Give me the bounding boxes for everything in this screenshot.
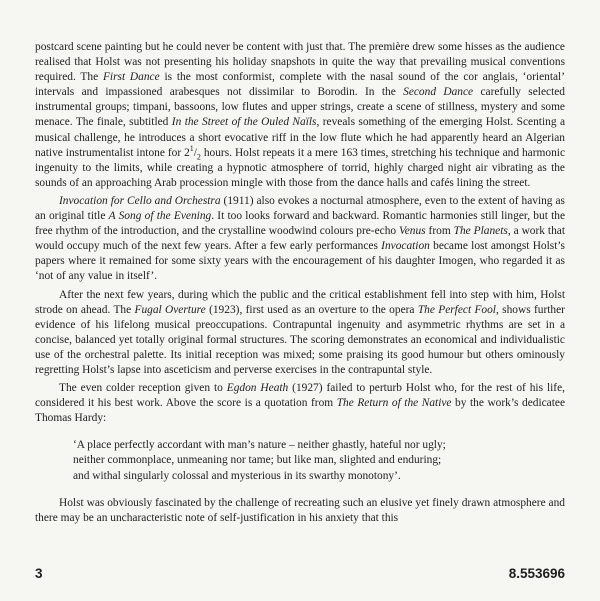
quote-line: neither commonplace, unmeaning nor tame; but like man, slighted and enduring; [73, 454, 442, 467]
work-title: Egdon Heath [226, 382, 289, 395]
page-number: 3 [35, 566, 43, 581]
text-run: became lost amongst Holst’s papers where it remained for some sixty years with the encouragement of his daughter Imogen, who regarded it as ‘not of any value in itself’. [35, 240, 565, 283]
fraction-numerator: 1 [189, 143, 194, 153]
page-footer [35, 566, 565, 581]
quote-line: and withal singularly colossal and mysterious in its swarthy monotony’. [73, 469, 401, 482]
quote-line: ‘A place perfectly accordant with man’s nature – neither ghastly, hateful nor ugly; [73, 439, 446, 452]
text-run: is the most conformist, complete with the nasal sound of the cor anglais, ‘oriental’ intervals and impassioned arabesques not dissimilar to Borodin. In the [35, 71, 565, 99]
text-run: (1911) also evokes a nocturnal atmosphere, even to the extent of having as an original title [35, 194, 565, 223]
text-run: carefully selected instrumental groups; timpani, bassoons, low flutes and upper strings, create a scene of stillness, mystery and some menace. The finale, subtitled [35, 86, 565, 129]
text-run: , reveals something of the emerging Holst. Scenting a musical challenge, he introduces a short evocative riff in the low flute which he had apparently heard an Algerian native instrumentalist intone for 2 [35, 116, 565, 159]
text-run: (1923), first used as an overture to the opera [205, 303, 418, 316]
work-title: A Song of the Evening [108, 210, 212, 223]
work-title: The Perfect Fool [417, 303, 496, 316]
text-run: by the work’s dedicatee Thomas Hardy: [35, 397, 565, 425]
work-title: The Planets [453, 225, 508, 238]
work-title: Invocation for Cello and Orchestra [59, 194, 221, 207]
paragraph-1 [35, 40, 565, 191]
text-run: The even colder reception given to [59, 382, 227, 395]
catalogue-number: 8.553696 [508, 566, 565, 581]
body-text [35, 40, 565, 526]
work-title: The Return of the Native [336, 397, 452, 410]
work-title: First Dance [102, 71, 160, 84]
paragraph-3 [35, 288, 565, 379]
work-title: Second Dance [403, 86, 474, 99]
paragraph-5: Holst was obviously fascinated by the challenge of recreating such an elusive yet finely drawn atmosphere and there may be an uncharacteristic note of self-justification in his anxiety that this [35, 496, 565, 524]
text-run: (1927) failed to perturb Holst who, for the rest of his life, considered it his best work. Above the score is a quotation from [35, 382, 565, 410]
work-title: Fugal Overture [134, 303, 206, 316]
text-run: hours. Holst repeats it a mere 163 times, stretching his technique and harmonic ingenuity to the limits, while creating a hypnotic atmosphere of torrid, highly charged night air vibrating as the sounds of an approaching Arab procession mingle with those from the dance halls and cafés lining the street. [35, 146, 565, 189]
paragraph-4 [35, 381, 565, 426]
text-run: After the next few years, during which the public and the critical establishment fell into step with him, Holst strode on ahead. The [35, 288, 565, 316]
work-title: In the Street of the Ouled Naïls [171, 116, 317, 129]
text-run: , shows further evidence of his lifelong musical preoccupations. Contrapuntal ingenuity and asymmetric rhythms are set in a concise, balanced yet totally original formal structures. The scoring demonstrates an economical and individualistic use of the orchestral palette. Its initial reception was mixed; some praising its good humour but others ominously regretting Holst’s lapse into asceticism and perverse exercises in the contrapuntal style. [35, 303, 565, 376]
hardy-quotation [73, 438, 565, 483]
text-run: postcard scene painting but he could never be content with just that. The première drew some hisses as the audience realised that Holst was not presenting his holiday snapshots in quite the way that prevailing musical conventions required. The [35, 41, 565, 84]
text-run: . It too looks forward and backward. Romantic harmonies still linger, but the free rhythm of the introduction, and the crystalline woodwind colours pre-echo [35, 210, 566, 238]
paragraph-2 [35, 194, 565, 285]
fraction-denominator: 2 [196, 151, 201, 161]
text-run: from [425, 225, 454, 238]
text-run: , a work that would occupy much of the next few years. After a few early performances [35, 225, 565, 253]
work-title: Venus [399, 225, 426, 238]
fraction-slash: / [193, 146, 197, 159]
work-title: Invocation [381, 240, 430, 253]
